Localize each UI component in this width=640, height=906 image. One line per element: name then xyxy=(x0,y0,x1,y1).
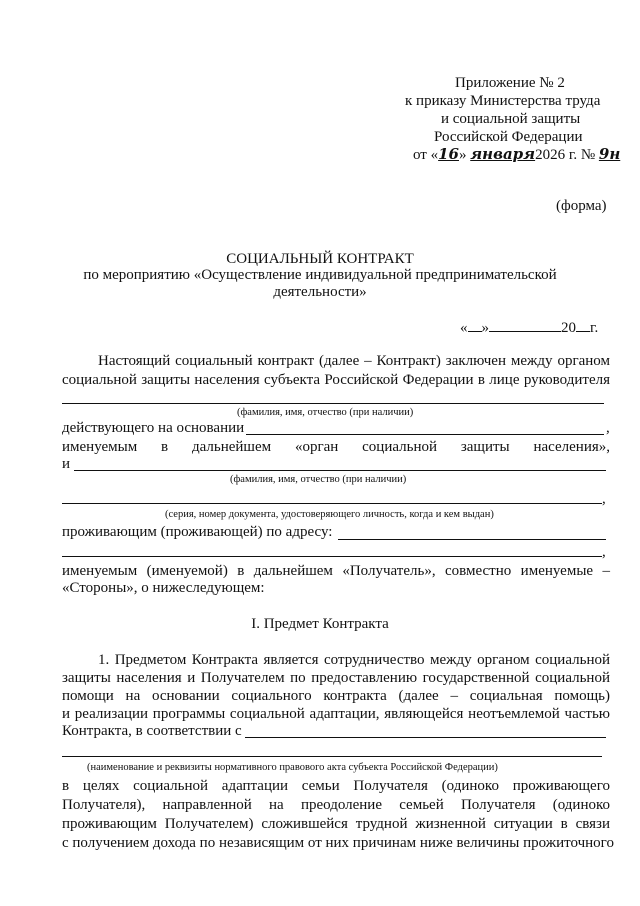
acting-basis: действующего на основании xyxy=(62,420,245,436)
and-word: и xyxy=(62,456,71,472)
intro-line-2: социальной защиты населения субъекта Российской Федерации в лице руководителя xyxy=(62,372,610,388)
section-1-p1-l5: Контракта, в соответствии с xyxy=(62,723,242,739)
parties-line: «Стороны», о нижеследующем: xyxy=(62,580,265,596)
caption-act: (наименование и реквизиты нормативного правового акта субъекта Российской Федерации) xyxy=(87,762,498,773)
section-1-p1-l1: 1. Предметом Контракта является сотрудничество между органом социальной xyxy=(98,652,610,668)
caption-fio-2: (фамилия, имя, отчество (при наличии) xyxy=(230,474,407,485)
section-1-p2-l1: в целях социальной адаптации семьи Получателя (одиноко проживающего xyxy=(62,778,610,794)
date-year: 2026 г. № xyxy=(535,147,596,163)
basis-comma: , xyxy=(606,420,610,436)
named-authority-line: именуемым в дальнейшем «орган социальной защиты населения», xyxy=(62,439,610,455)
recipient-name-line xyxy=(74,470,606,471)
handwritten-day: 16 xyxy=(438,145,459,163)
appendix-number: Приложение № 2 xyxy=(455,75,565,91)
date-prefix: от « xyxy=(413,147,439,163)
contract-subtitle-1: по мероприятию «Осуществление индивидуальной предпринимательской xyxy=(83,267,557,283)
caption-document: (серия, номер документа, удостоверяющего личность, когда и кем выдан) xyxy=(165,509,494,520)
section-1-p2-l3: проживающим Получателем) сложившейся трудной жизненной ситуации в связи xyxy=(62,816,610,832)
basis-line xyxy=(246,434,604,435)
act-line-2 xyxy=(62,756,602,757)
section-1-p1-l2: защиты населения и Получателем по предоставлению государственной социальной xyxy=(62,670,610,686)
contract-subtitle-2: деятельности» xyxy=(273,284,367,300)
section-1-p1-l3: помощи на основании социального контракта (далее – социальная помощь) xyxy=(62,688,610,704)
section-1-p1-l4: и реализации программы социальной адаптации, являющейся неотъемлемой частью xyxy=(62,706,610,722)
document-comma: , xyxy=(602,491,606,507)
document-line xyxy=(62,503,602,504)
named-recipient-line: именуемым (именуемой) в дальнейшем «Получатель», совместно именуемые – xyxy=(62,563,610,579)
federation-line: Российской Федерации xyxy=(434,129,583,145)
order-reference: к приказу Министерства труда xyxy=(405,93,601,109)
ministry-line: и социальной защиты xyxy=(441,111,581,127)
date-mid: » xyxy=(458,147,467,163)
section-1-p2-l2: Получателя), направленной на преодоление семьей Получателя (одиноко xyxy=(62,797,610,813)
form-label: (форма) xyxy=(556,198,607,214)
handwritten-month: января xyxy=(470,145,536,163)
handwritten-number: 9н xyxy=(598,145,621,163)
contract-date-blank: « » 20 г. xyxy=(460,320,599,336)
caption-fio-1: (фамилия, имя, отчество (при наличии) xyxy=(237,407,414,418)
head-name-line xyxy=(62,403,604,404)
intro-line-1: Настоящий социальный контракт (далее – Контракт) заключен между органом xyxy=(98,353,610,369)
address-line-1 xyxy=(338,539,606,540)
residing-address: проживающим (проживающей) по адресу: xyxy=(62,524,333,540)
section-1-p2-l4: с получением дохода по независящим от них причинам ниже величины прожиточного xyxy=(62,835,614,851)
contract-title: СОЦИАЛЬНЫЙ КОНТРАКТ xyxy=(226,251,414,267)
address-comma: , xyxy=(602,544,606,560)
act-line-1 xyxy=(245,737,606,738)
address-line-2 xyxy=(62,556,602,557)
order-date-line xyxy=(413,145,620,164)
section-1-heading: I. Предмет Контракта xyxy=(251,616,389,632)
